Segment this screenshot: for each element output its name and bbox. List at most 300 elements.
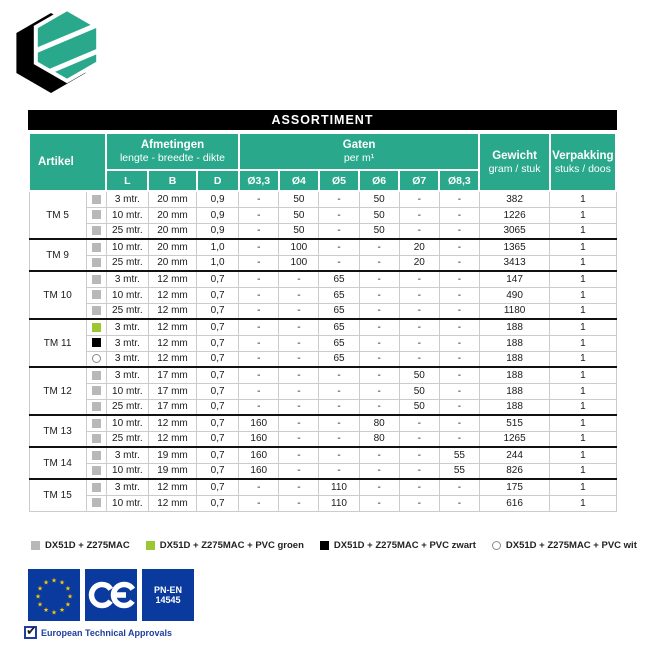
value-cell: -: [279, 319, 319, 335]
material-marker-cell: [86, 319, 106, 335]
value-cell: -: [239, 319, 279, 335]
value-cell: 55: [439, 463, 479, 479]
value-cell: -: [359, 463, 399, 479]
value-cell: -: [399, 319, 439, 335]
svg-text:★: ★: [59, 607, 65, 615]
value-cell: 188: [479, 399, 549, 415]
value-cell: 10 mtr.: [106, 207, 148, 223]
value-cell: 3 mtr.: [106, 271, 148, 287]
value-cell: -: [239, 399, 279, 415]
value-cell: -: [279, 399, 319, 415]
value-cell: 20: [399, 255, 439, 271]
value-cell: -: [359, 367, 399, 383]
value-cell: 110: [319, 495, 359, 511]
material-marker-cell: [86, 239, 106, 255]
value-cell: 10 mtr.: [106, 495, 148, 511]
table-row: [29, 223, 616, 239]
material-marker-cell: [86, 351, 106, 367]
value-cell: -: [279, 351, 319, 367]
gray-square-icon: [92, 451, 101, 460]
value-cell: -: [439, 479, 479, 495]
value-cell: -: [399, 223, 439, 239]
value-cell: 490: [479, 287, 549, 303]
value-cell: -: [319, 223, 359, 239]
value-cell: 1: [550, 463, 616, 479]
value-cell: 0,7: [197, 447, 239, 463]
value-cell: 3 mtr.: [106, 447, 148, 463]
value-cell: 50: [359, 191, 399, 207]
value-cell: -: [359, 479, 399, 495]
brand-hexagon-logo: [13, 5, 105, 97]
value-cell: 382: [479, 191, 549, 207]
value-cell: -: [439, 351, 479, 367]
article-group: [29, 367, 616, 415]
value-cell: 1: [550, 383, 616, 399]
column-header-d: D: [197, 170, 239, 191]
svg-text:★: ★: [35, 593, 41, 601]
value-cell: 0,7: [197, 479, 239, 495]
value-cell: 12 mm: [148, 271, 196, 287]
value-cell: -: [239, 479, 279, 495]
value-cell: -: [439, 431, 479, 447]
value-cell: 10 mtr.: [106, 463, 148, 479]
value-cell: 0,9: [197, 207, 239, 223]
gray-square-icon: [92, 371, 101, 380]
column-header-hole-8-3: Ø8,3: [439, 170, 479, 191]
value-cell: -: [439, 303, 479, 319]
value-cell: 3065: [479, 223, 549, 239]
value-cell: 65: [319, 303, 359, 319]
material-marker-cell: [86, 335, 106, 351]
value-cell: -: [319, 383, 359, 399]
value-cell: -: [239, 335, 279, 351]
value-cell: -: [399, 207, 439, 223]
value-cell: 20 mm: [148, 207, 196, 223]
table-row: [29, 303, 616, 319]
value-cell: 1,0: [197, 255, 239, 271]
afmetingen-sublabel: lengte - breedte - dikte: [119, 152, 226, 164]
column-header-gaten: [239, 133, 480, 170]
value-cell: -: [399, 415, 439, 431]
eta-approval: [24, 626, 172, 639]
svg-text:★: ★: [43, 607, 49, 615]
value-cell: -: [359, 495, 399, 511]
value-cell: -: [359, 319, 399, 335]
article-name: TM 12: [29, 367, 86, 415]
value-cell: -: [359, 303, 399, 319]
value-cell: 12 mm: [148, 303, 196, 319]
material-marker-cell: [86, 399, 106, 415]
value-cell: -: [319, 447, 359, 463]
value-cell: 188: [479, 367, 549, 383]
gewicht-sublabel: gram / stuk: [488, 162, 541, 175]
value-cell: -: [239, 207, 279, 223]
table-row: [29, 351, 616, 367]
value-cell: 1: [550, 335, 616, 351]
value-cell: -: [239, 255, 279, 271]
article-name: TM 11: [29, 319, 86, 367]
value-cell: -: [399, 303, 439, 319]
gray-square-icon: [92, 195, 101, 204]
value-cell: 188: [479, 335, 549, 351]
value-cell: -: [279, 335, 319, 351]
gewicht-label: Gewicht: [492, 149, 537, 162]
value-cell: 3 mtr.: [106, 335, 148, 351]
article-group: [29, 191, 616, 239]
material-marker-cell: [86, 415, 106, 431]
gray-square-icon: [92, 498, 101, 507]
value-cell: 19 mm: [148, 463, 196, 479]
material-marker-cell: [86, 207, 106, 223]
value-cell: -: [439, 207, 479, 223]
value-cell: 20 mm: [148, 239, 196, 255]
value-cell: -: [279, 463, 319, 479]
value-cell: 10 mtr.: [106, 383, 148, 399]
column-header-verpakking: [550, 133, 616, 191]
value-cell: 50: [279, 191, 319, 207]
value-cell: 25 mtr.: [106, 255, 148, 271]
verpakking-sublabel: stuks / doos: [554, 162, 611, 175]
article-group: [29, 271, 616, 319]
value-cell: 160: [239, 463, 279, 479]
black-square-icon: [320, 541, 329, 550]
value-cell: 1: [550, 399, 616, 415]
value-cell: 80: [359, 431, 399, 447]
value-cell: 12 mm: [148, 431, 196, 447]
value-cell: 100: [279, 239, 319, 255]
value-cell: 0,9: [197, 223, 239, 239]
value-cell: 0,7: [197, 495, 239, 511]
value-cell: 25 mtr.: [106, 223, 148, 239]
value-cell: -: [319, 191, 359, 207]
column-header-hole-4: Ø4: [279, 170, 319, 191]
value-cell: -: [279, 479, 319, 495]
value-cell: 1265: [479, 431, 549, 447]
value-cell: 1180: [479, 303, 549, 319]
black-square-icon: [92, 338, 101, 347]
gray-square-icon: [31, 541, 40, 550]
value-cell: 12 mm: [148, 415, 196, 431]
value-cell: 17 mm: [148, 383, 196, 399]
svg-text:★: ★: [43, 579, 49, 587]
value-cell: -: [239, 495, 279, 511]
value-cell: -: [279, 287, 319, 303]
value-cell: 1: [550, 287, 616, 303]
value-cell: -: [439, 239, 479, 255]
value-cell: -: [279, 367, 319, 383]
value-cell: -: [399, 191, 439, 207]
value-cell: -: [279, 271, 319, 287]
value-cell: -: [279, 303, 319, 319]
value-cell: -: [399, 495, 439, 511]
checkmark-icon: [24, 626, 37, 639]
svg-text:★: ★: [64, 601, 71, 609]
legend-label: DX51D + Z275MAC + PVC groen: [159, 540, 304, 551]
value-cell: -: [279, 447, 319, 463]
column-header-gewicht: [479, 133, 549, 191]
verpakking-label: Verpakking: [552, 149, 614, 162]
material-marker-cell: [86, 463, 106, 479]
value-cell: 1: [550, 239, 616, 255]
table-row: [29, 383, 616, 399]
value-cell: -: [319, 463, 359, 479]
table-row: [29, 367, 616, 383]
gray-square-icon: [92, 419, 101, 428]
gray-square-icon: [92, 243, 101, 252]
table-row: [29, 207, 616, 223]
value-cell: 1: [550, 191, 616, 207]
value-cell: -: [399, 271, 439, 287]
value-cell: 1226: [479, 207, 549, 223]
legend-item: [492, 540, 637, 551]
value-cell: -: [399, 287, 439, 303]
value-cell: 0,7: [197, 319, 239, 335]
value-cell: -: [439, 495, 479, 511]
eta-label: European Technical Approvals: [41, 627, 173, 638]
value-cell: 188: [479, 319, 549, 335]
material-marker-cell: [86, 479, 106, 495]
table-row: [29, 319, 616, 335]
table-row: [29, 271, 616, 287]
table-row: [29, 191, 616, 207]
gray-square-icon: [92, 290, 101, 299]
article-name: TM 14: [29, 447, 86, 479]
value-cell: -: [319, 239, 359, 255]
value-cell: 1: [550, 255, 616, 271]
value-cell: 50: [399, 367, 439, 383]
svg-text:★: ★: [37, 601, 44, 609]
value-cell: -: [239, 191, 279, 207]
value-cell: 0,7: [197, 431, 239, 447]
table-row: [29, 255, 616, 271]
value-cell: 1365: [479, 239, 549, 255]
material-marker-cell: [86, 223, 106, 239]
value-cell: 12 mm: [148, 351, 196, 367]
white-circle-icon: [492, 541, 501, 550]
svg-text:★: ★: [67, 593, 73, 601]
value-cell: 12 mm: [148, 495, 196, 511]
value-cell: 1: [550, 303, 616, 319]
gray-square-icon: [92, 466, 101, 475]
article-group: [29, 479, 616, 511]
legend-item: [146, 540, 304, 551]
value-cell: -: [279, 383, 319, 399]
value-cell: 160: [239, 431, 279, 447]
value-cell: 65: [319, 271, 359, 287]
gaten-sublabel: per m¹: [343, 152, 375, 164]
value-cell: 17 mm: [148, 367, 196, 383]
article-name: TM 10: [29, 271, 86, 319]
legend-label: DX51D + Z275MAC + PVC zwart: [333, 540, 476, 551]
value-cell: -: [439, 335, 479, 351]
pn-en-label: PN-EN 14545: [153, 585, 182, 605]
table-row: [29, 399, 616, 415]
material-marker-cell: [86, 303, 106, 319]
afmetingen-label: Afmetingen: [140, 139, 205, 151]
value-cell: 826: [479, 463, 549, 479]
value-cell: -: [279, 495, 319, 511]
value-cell: -: [239, 287, 279, 303]
value-cell: 188: [479, 351, 549, 367]
value-cell: 12 mm: [148, 335, 196, 351]
value-cell: -: [239, 271, 279, 287]
gray-square-icon: [92, 275, 101, 284]
value-cell: 20: [399, 239, 439, 255]
value-cell: 0,7: [197, 367, 239, 383]
value-cell: 616: [479, 495, 549, 511]
svg-text:★: ★: [51, 609, 57, 617]
material-marker-cell: [86, 495, 106, 511]
value-cell: -: [439, 287, 479, 303]
value-cell: 12 mm: [148, 479, 196, 495]
legend-label: DX51D + Z275MAC + PVC wit: [505, 540, 637, 551]
value-cell: -: [399, 431, 439, 447]
value-cell: -: [319, 431, 359, 447]
value-cell: 50: [279, 223, 319, 239]
value-cell: 0,7: [197, 303, 239, 319]
value-cell: 160: [239, 447, 279, 463]
value-cell: -: [439, 223, 479, 239]
value-cell: -: [439, 383, 479, 399]
value-cell: 1: [550, 367, 616, 383]
value-cell: -: [239, 239, 279, 255]
gray-square-icon: [92, 306, 101, 315]
value-cell: 19 mm: [148, 447, 196, 463]
material-legend: [31, 540, 637, 551]
value-cell: 147: [479, 271, 549, 287]
value-cell: 1: [550, 271, 616, 287]
table-row: [29, 479, 616, 495]
value-cell: -: [439, 415, 479, 431]
value-cell: -: [359, 271, 399, 287]
column-header-hole-6: Ø6: [359, 170, 399, 191]
value-cell: 20 mm: [148, 223, 196, 239]
value-cell: 17 mm: [148, 399, 196, 415]
article-group: [29, 447, 616, 479]
value-cell: -: [359, 351, 399, 367]
value-cell: -: [319, 367, 359, 383]
gaten-label: Gaten: [342, 139, 376, 151]
table-row: [29, 495, 616, 511]
value-cell: 1: [550, 447, 616, 463]
ce-mark-icon: [85, 569, 137, 621]
value-cell: -: [399, 447, 439, 463]
value-cell: 65: [319, 335, 359, 351]
value-cell: 50: [399, 399, 439, 415]
green-square-icon: [146, 541, 155, 550]
value-cell: 0,7: [197, 287, 239, 303]
legend-label: DX51D + Z275MAC: [45, 540, 130, 551]
certification-logos: [28, 569, 194, 621]
value-cell: 10 mtr.: [106, 415, 148, 431]
article-name: TM 13: [29, 415, 86, 447]
material-marker-cell: [86, 383, 106, 399]
value-cell: 10 mtr.: [106, 239, 148, 255]
value-cell: -: [319, 255, 359, 271]
value-cell: 160: [239, 415, 279, 431]
value-cell: 12 mm: [148, 287, 196, 303]
assortiment-table: [28, 132, 617, 512]
value-cell: 1: [550, 207, 616, 223]
value-cell: 25 mtr.: [106, 431, 148, 447]
value-cell: -: [399, 479, 439, 495]
material-marker-cell: [86, 191, 106, 207]
table-row: [29, 287, 616, 303]
value-cell: -: [359, 239, 399, 255]
value-cell: 3 mtr.: [106, 367, 148, 383]
column-header-hole-5: Ø5: [319, 170, 359, 191]
value-cell: 50: [359, 207, 399, 223]
value-cell: -: [399, 463, 439, 479]
article-group: [29, 239, 616, 271]
value-cell: 80: [359, 415, 399, 431]
value-cell: 1: [550, 223, 616, 239]
value-cell: -: [399, 351, 439, 367]
value-cell: 0,7: [197, 399, 239, 415]
svg-text:★: ★: [59, 579, 65, 587]
value-cell: 0,7: [197, 335, 239, 351]
value-cell: 1: [550, 431, 616, 447]
value-cell: 65: [319, 351, 359, 367]
value-cell: -: [239, 303, 279, 319]
value-cell: 65: [319, 319, 359, 335]
value-cell: 10 mtr.: [106, 287, 148, 303]
value-cell: -: [319, 415, 359, 431]
value-cell: 50: [279, 207, 319, 223]
value-cell: 65: [319, 287, 359, 303]
material-marker-cell: [86, 255, 106, 271]
value-cell: -: [439, 271, 479, 287]
value-cell: 3413: [479, 255, 549, 271]
value-cell: -: [439, 255, 479, 271]
value-cell: 3 mtr.: [106, 319, 148, 335]
value-cell: -: [239, 351, 279, 367]
assortiment-section: [28, 110, 617, 512]
value-cell: -: [239, 383, 279, 399]
value-cell: 20 mm: [148, 191, 196, 207]
value-cell: -: [359, 399, 399, 415]
column-header-hole-7: Ø7: [399, 170, 439, 191]
value-cell: -: [439, 319, 479, 335]
article-group: [29, 415, 616, 447]
table-row: [29, 431, 616, 447]
column-header-hole-3-3: Ø3,3: [239, 170, 279, 191]
value-cell: 0,7: [197, 271, 239, 287]
value-cell: 12 mm: [148, 319, 196, 335]
column-header-b: B: [148, 170, 196, 191]
value-cell: -: [279, 431, 319, 447]
column-header-afmetingen: [106, 133, 238, 170]
table-row: [29, 447, 616, 463]
gray-square-icon: [92, 258, 101, 267]
column-header-artikel: Artikel: [29, 133, 106, 191]
material-marker-cell: [86, 431, 106, 447]
value-cell: -: [319, 399, 359, 415]
value-cell: 0,7: [197, 351, 239, 367]
table-row: [29, 415, 616, 431]
material-marker-cell: [86, 287, 106, 303]
value-cell: 1: [550, 415, 616, 431]
value-cell: 1: [550, 351, 616, 367]
white-circle-icon: [92, 354, 101, 363]
svg-text:★: ★: [64, 585, 71, 593]
value-cell: 3 mtr.: [106, 479, 148, 495]
value-cell: -: [279, 415, 319, 431]
pn-en-badge: [142, 569, 194, 621]
material-marker-cell: [86, 447, 106, 463]
table-row: [29, 463, 616, 479]
value-cell: 175: [479, 479, 549, 495]
